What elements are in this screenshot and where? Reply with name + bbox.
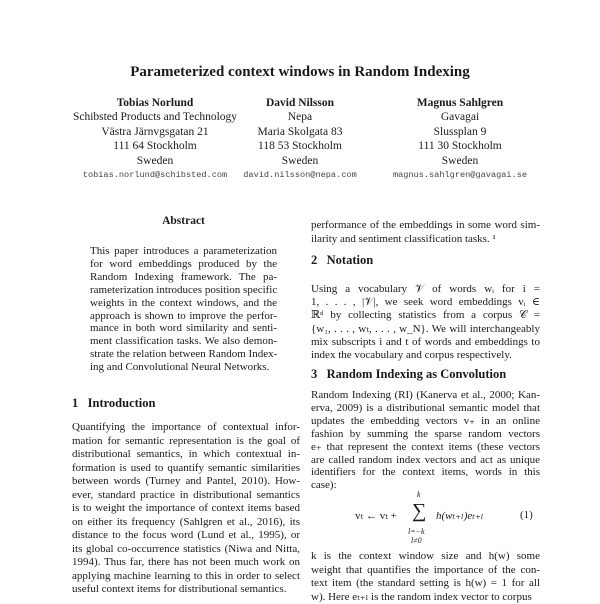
author-email[interactable]: david.nilsson@nepa.com (243, 170, 357, 181)
abstract-line: ing and Convolutional Neural Networks. (90, 361, 270, 374)
notation-line: {w₁, . . . , wₜ, . . . , w_N}. We will interchangeably (311, 322, 540, 335)
introduction-line: 1994). Thus far, there has not been much work on (72, 556, 300, 568)
introduction-line: distance to the focus word (Lund et al., 1995), or (72, 529, 300, 541)
abstract-line: mance in both word similarity and senti- (90, 322, 277, 335)
author-affiliation-line: Sweden (441, 154, 479, 167)
introduction-line: is to weight the importance of context items based (72, 502, 300, 514)
section3-line: updates the embedding vectors v₊ in an online (311, 414, 540, 427)
paper-title: Parameterized context windows in Random Indexing (130, 64, 470, 80)
author-affiliation-line: Nepa (287, 111, 313, 124)
author-affiliation-line: Västra Järnvgsgatan 21 (101, 125, 209, 138)
notation-line: index the vocabulary and corpus respectively. (311, 349, 512, 361)
section3-line: e₊ that represent the context items (these vectors (311, 440, 540, 453)
introduction-line: mation for semantic representation is the goal of (72, 434, 300, 447)
abstract-line: strate the relation between Random Index- (90, 348, 278, 361)
abstract-line: approach is shown to improve the perfor- (90, 309, 277, 322)
introduction-line: useful context items for distributional semantics. (72, 583, 287, 595)
author-affiliation-line: 111 30 Stockholm (418, 140, 502, 153)
author-affiliation-line: Maria Skolgata 83 (257, 125, 343, 138)
author-name: David Nilsson (265, 97, 335, 109)
author-affiliation-line: Schibsted Products and Technology (72, 111, 238, 124)
author-3 (360, 96, 560, 182)
introduction-line: between words (Turney and Pantel, 2010). How- (72, 475, 300, 487)
section3-line: k is the context window size and h(w) some (311, 550, 540, 562)
introduction-line: distributional semantics, in which contextual in- (72, 448, 300, 460)
author-name: Tobias Norlund (116, 97, 194, 109)
author-email[interactable]: tobias.norlund@schibsted.com (82, 170, 228, 181)
notation-line: Using a vocabulary 𝒱 of words wᵢ for i = (311, 283, 540, 295)
section3-line: fashion by summing the sparse random vectors (311, 427, 540, 440)
author-affiliation-line: Sweden (136, 154, 174, 167)
section3-line: w). Here eₜ₊ₗ is the random index vector to corpus (311, 590, 532, 603)
equation-term: h(wₜ₊ₗ)eₜ₊ₗ (436, 510, 484, 522)
author-affiliation-line: Sweden (281, 154, 319, 167)
section3-line: case): (311, 479, 337, 492)
introduction-line: its global co-occurrence statistics (Niwa and Nitta, (72, 542, 300, 555)
equation-number: (1) (520, 509, 533, 521)
section3-line: weight that quantifies the importance of the con- (311, 563, 540, 576)
notation-heading: 2 Notation (311, 253, 374, 267)
notation-line: ℝᵈ by collecting statistics from a corpus 𝒞 = (311, 309, 540, 322)
paragraph-line: ilarity and sentiment classification tasks. ¹ (311, 232, 496, 245)
section3-line: text item (the standard setting is h(w) = 1 for all (311, 577, 540, 589)
abstract-line: for word embeddings produced by the (90, 257, 277, 270)
abstract-line: weights in the context windows, and the (90, 296, 277, 309)
abstract-heading: Abstract (162, 215, 205, 227)
section3-line: Random Indexing (RI) (Kanerva et al., 2000; Kan- (311, 389, 540, 401)
introduction-line: ever, standard practice in distributional semantics (72, 488, 300, 501)
section3-line: erva, 2009) is a distributional semantic model that (311, 401, 540, 414)
paragraph-line: performance of the embeddings in some word sim- (311, 219, 540, 231)
equation-sum-condition: l≠0 (411, 536, 422, 545)
author-affiliation-line: 118 53 Stockholm (258, 140, 342, 153)
equation-sum-lower: l=−k (408, 527, 425, 536)
abstract-line: Random Indexing framework. The pa- (90, 270, 277, 283)
introduction-line: Quantifying the importance of contextual infor- (72, 421, 300, 433)
author-affiliation-line: 111 64 Stockholm (113, 140, 197, 153)
author-email[interactable]: magnus.sahlgren@gavagai.se (392, 170, 528, 181)
author-affiliation-line: Slussplan 9 (433, 125, 487, 138)
author-affiliation-line: Gavagai (440, 111, 480, 124)
introduction-line: formation is used to quantify semantic similarities (72, 461, 300, 474)
abstract-line: ment classification tasks. We also demon- (90, 335, 277, 348)
section3-line: identifiers for the context items, words in this (311, 466, 540, 479)
author-name: Magnus Sahlgren (416, 97, 504, 109)
abstract-line: This paper introduces a parameterization (90, 245, 277, 257)
notation-line: mix subscripts i and t of words and embeddings to (311, 335, 540, 348)
section3-line: are called random index vectors and act as unique (311, 453, 540, 466)
introduction-line: on either its frequency (Sahlgren et al., 2016), its (72, 515, 300, 528)
introduction-heading: 1 Introduction (72, 396, 156, 410)
abstract-line: rameterization introduces position specific (90, 283, 278, 296)
equation-sum-upper: k (417, 490, 421, 499)
introduction-line: applying machine learning to this in order to select (72, 569, 300, 582)
notation-line: 1, . . . , |𝒱|, we seek word embeddings vᵢ ∈ (311, 296, 540, 309)
equation-lhs: vₜ ← vₜ + (355, 510, 397, 522)
equation-sum-symbol: ∑ (412, 500, 427, 522)
section3-heading: 3 Random Indexing as Convolution (311, 367, 507, 381)
